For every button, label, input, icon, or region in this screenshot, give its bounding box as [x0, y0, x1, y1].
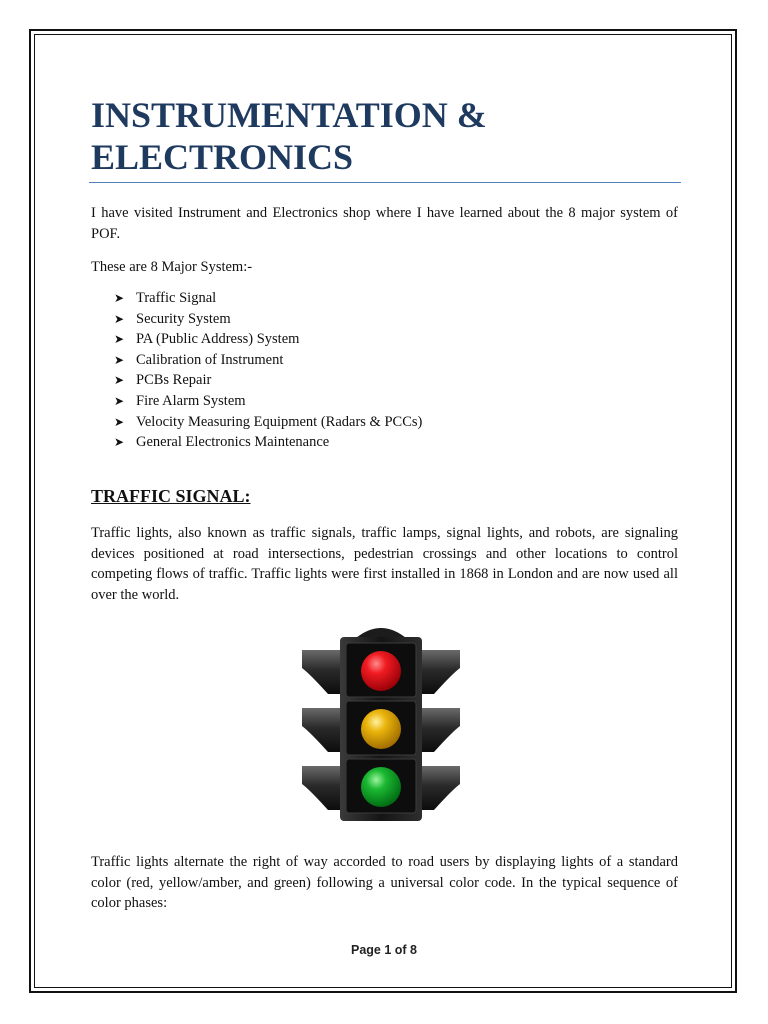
list-item: [114, 309, 422, 330]
list-item: [114, 432, 422, 453]
major-systems-list: [114, 288, 422, 453]
list-item-label: PCBs Repair: [136, 372, 212, 389]
arrowhead-bullet-icon: ➤: [114, 311, 125, 326]
list-item: [114, 350, 422, 371]
list-item-label: General Electronics Maintenance: [136, 434, 330, 451]
title-line-1: INSTRUMENTATION &: [91, 95, 487, 135]
list-item: [114, 288, 422, 309]
list-item-label: Traffic Signal: [136, 290, 217, 306]
list-item: [114, 370, 422, 391]
total-pages: 8: [410, 943, 417, 957]
title-underline-rule: [89, 182, 681, 183]
document-title: [91, 94, 691, 178]
systems-lead-text: These are 8 Major System:-: [91, 259, 253, 275]
list-item: [114, 391, 422, 412]
color-phases-paragraph: Traffic lights alternate the right of way accorded to road users by displaying lights of a standard color (red, yellow/amber, and green) following a universal color code. In the typical sequence of color phases:: [91, 854, 678, 911]
arrowhead-bullet-icon: ➤: [114, 332, 125, 347]
arrowhead-bullet-icon: ➤: [114, 373, 125, 388]
arrowhead-bullet-icon: ➤: [114, 414, 125, 429]
list-item: [114, 412, 422, 433]
list-item-label: Security System: [136, 310, 231, 327]
list-item-label: Calibration of Instrument: [136, 351, 284, 368]
list-item: [114, 329, 422, 350]
current-page: 1: [384, 943, 392, 957]
page-of-label: of: [391, 943, 411, 957]
page-number-footer: [0, 943, 768, 957]
arrowhead-bullet-icon: ➤: [114, 435, 125, 450]
arrowhead-bullet-icon: ➤: [114, 393, 125, 408]
list-item-label: Fire Alarm System: [136, 392, 246, 409]
green-lamp: [361, 767, 401, 807]
traffic-signal-heading: TRAFFIC SIGNAL:: [91, 486, 251, 506]
title-line-2: ELECTRONICS: [91, 137, 354, 177]
amber-lamp: [361, 709, 401, 749]
intro-paragraph: I have visited Instrument and Electronics shop where I have learned about the 8 major system of POF.: [91, 205, 678, 242]
red-lamp: [361, 651, 401, 691]
page-label: Page: [350, 943, 385, 957]
traffic-light-image: [300, 624, 462, 822]
list-item-label: Velocity Measuring Equipment (Radars & PCCs): [136, 413, 423, 430]
arrowhead-bullet-icon: ➤: [114, 352, 125, 367]
housing-top-cap: [356, 628, 406, 638]
list-item-label: PA (Public Address) System: [136, 331, 300, 348]
traffic-signal-paragraph: Traffic lights, also known as traffic signals, traffic lamps, signal lights, and robots, are signaling devices positioned at road intersections, pedestrian crossings and other locations to control competing flows of traffic. Traffic lights were first installed in 1868 in London and are now used all over the world.: [91, 525, 678, 603]
arrowhead-bullet-icon: ➤: [114, 291, 125, 305]
